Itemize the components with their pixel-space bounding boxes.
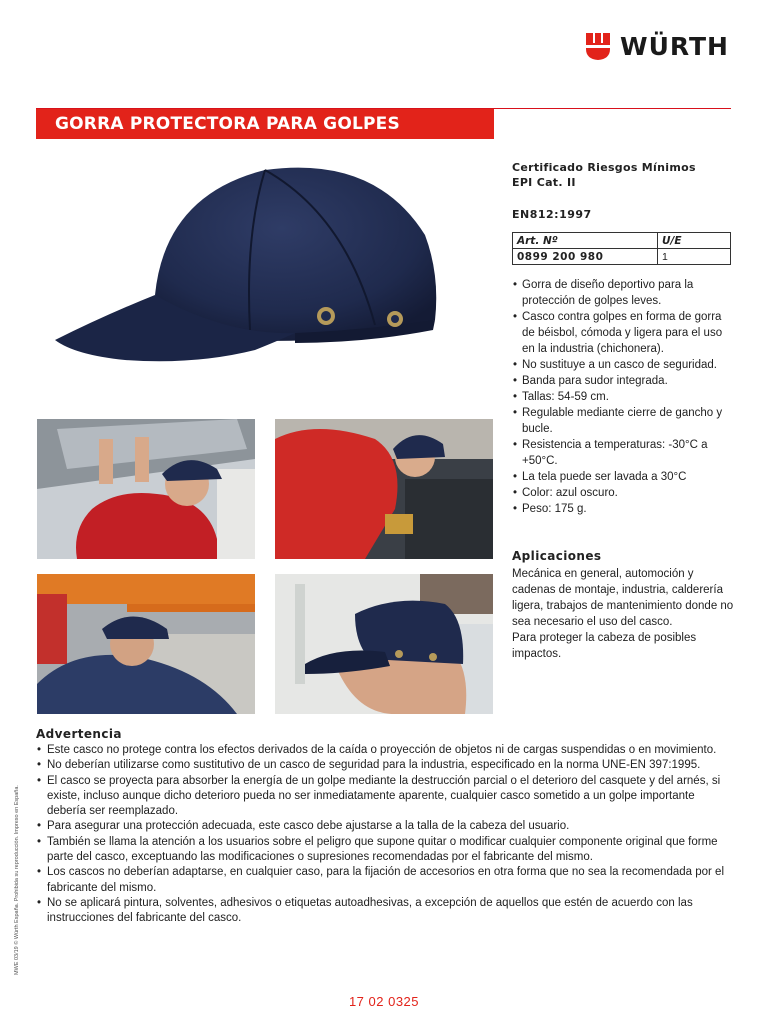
warning-list: [36, 743, 732, 927]
photo-worker-ceiling-duct: [37, 419, 255, 559]
list-item: • Casco contra golpes en forma de gorra de béisbol, cómoda y ligera para el uso en la industria (chichonera).: [512, 309, 734, 357]
photo-mechanic-engine: [275, 419, 493, 559]
list-item: • Regulable mediante cierre de gancho y bucle.: [512, 405, 734, 437]
header-ue: U/E: [658, 233, 731, 249]
list-item: • Resistencia a temperaturas: -30°C a +50°C.: [512, 437, 734, 469]
list-item: • Tallas: 54-59 cm.: [512, 389, 734, 405]
certification-block: [512, 160, 732, 190]
list-item: • Peso: 175 g.: [512, 501, 734, 517]
list-item: • La tela puede ser lavada a 30°C: [512, 469, 734, 485]
list-item: • No deberían utilizarse como sustitutivo de un casco de seguridad para la industria, especificado en la norma UNE-EN 397:1995.: [36, 758, 732, 773]
warning-heading: Advertencia: [36, 727, 122, 741]
product-image-cap: [45, 155, 455, 400]
list-item: • Los cascos no deberían adaptarse, en cualquier caso, para la fijación de accesorios en otra forma que no sea la recomendada por el fabricante del mismo.: [36, 865, 732, 896]
units-per-pack: 1: [658, 249, 731, 265]
applications-text: [512, 566, 734, 662]
copyright-side-note: MWE 03/19 © Würth España. Prohibida su reproducción. Impreso en España.: [14, 785, 20, 975]
list-item: • No sustituye a un casco de seguridad.: [512, 357, 734, 373]
list-item: • Este casco no protege contra los efectos derivados de la caída o proyección de objetos ni de cargas suspendidas o en movimiento.: [36, 743, 732, 758]
wurth-logo: [584, 30, 734, 62]
brand-name: WÜRTH: [620, 31, 729, 61]
list-item: • No se aplicará pintura, solventes, adhesivos o etiquetas autoadhesivas, a excepción de aquellos que estén de acuerdo con las instrucciones del fabricante del casco.: [36, 896, 732, 927]
header-art-no: Art. Nº: [513, 233, 658, 249]
photo-man-wearing-cap-profile: [275, 574, 493, 714]
page-title: GORRA PROTECTORA PARA GOLPES: [55, 114, 400, 134]
list-item: • El casco se proyecta para absorber la energía de un golpe mediante la destrucción parcial o el deterioro del casquete y del arnés, si existe, incluso aunque dicho deterioro pueda no ser inmediatamente aparente, cualquier casco sometido a un golpe importante debería ser reemplazado.: [36, 774, 732, 820]
table-row: [513, 249, 731, 265]
article-number: 0899 200 980: [513, 249, 658, 265]
article-table-header: [513, 233, 731, 249]
applications-heading: Aplicaciones: [512, 549, 602, 563]
photo-worker-warehouse-shelf: [37, 574, 255, 714]
document-code: 17 02 0325: [348, 994, 420, 1009]
wurth-logo-mark-icon: [584, 31, 612, 61]
list-item: • Para asegurar una protección adecuada, este casco debe ajustarse a la talla de la cabeza del usuario.: [36, 819, 732, 834]
feature-list: [512, 277, 734, 517]
standard-code: EN812:1997: [512, 208, 592, 221]
list-item: • Banda para sudor integrada.: [512, 373, 734, 389]
list-item: • Color: azul oscuro.: [512, 485, 734, 501]
certification-line-1: Certificado Riesgos Mínimos: [512, 161, 696, 174]
certification-line-2: EPI Cat. II: [512, 176, 576, 189]
list-item: • También se llama la atención a los usuarios sobre el peligro que supone quitar o modificar cualquier componente original que forme parte del casco, exceptuando las modificaciones o supresiones recomendadas por el fabricante del mismo.: [36, 835, 732, 866]
list-item: • Gorra de diseño deportivo para la protección de golpes leves.: [512, 277, 734, 309]
applications-paragraph-2: Para proteger la cabeza de posibles impactos.: [512, 632, 697, 660]
applications-paragraph-1: Mecánica en general, automoción y cadenas de montaje, industria, calderería ligera, trabajos de mantenimiento donde no sea necesario el uso del casco.: [512, 568, 734, 628]
article-table: [512, 232, 731, 265]
